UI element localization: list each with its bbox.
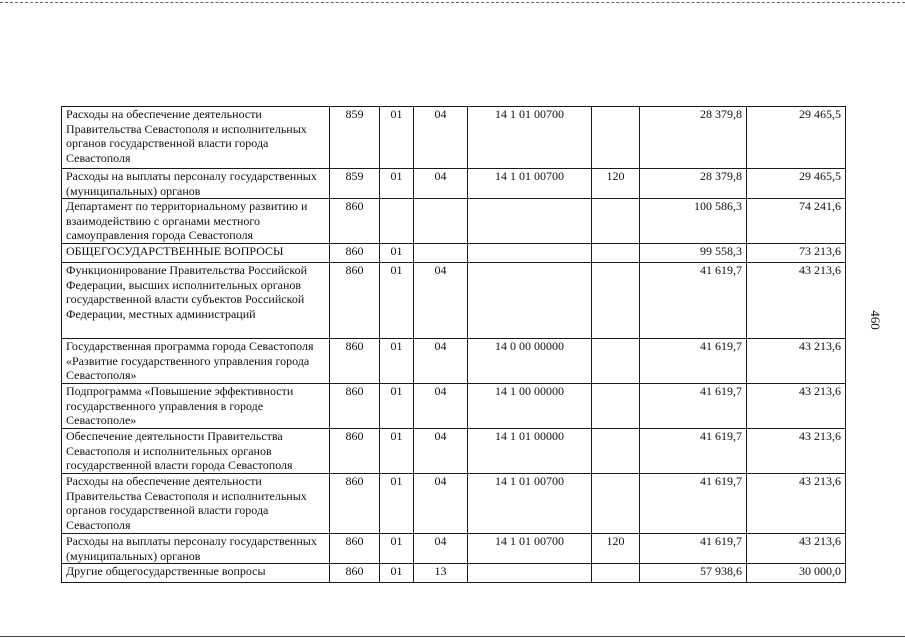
table-row — [62, 338, 846, 383]
cell-ved: 860 — [330, 338, 380, 383]
cell-expense-type — [592, 107, 640, 169]
cell-name: Обеспечение деятельности Правительства Севастополя и исполнительных органов государственной власти города Севастополя — [62, 428, 330, 473]
cell-section: 01 — [380, 169, 414, 199]
cell-amount-year1: 28 379,8 — [640, 107, 747, 169]
cell-name: Расходы на выплаты персоналу государственных (муниципальных) органов — [62, 169, 330, 199]
cell-amount-year1: 100 586,3 — [640, 199, 747, 244]
cell-ved: 860 — [330, 383, 380, 428]
cell-section: 01 — [380, 262, 414, 338]
cell-subsection — [414, 199, 468, 244]
cell-section: 01 — [380, 383, 414, 428]
table-row — [62, 107, 846, 169]
cell-amount-year1: 41 619,7 — [640, 262, 747, 338]
cell-section: 01 — [380, 243, 414, 262]
cell-expense-type — [592, 383, 640, 428]
cell-amount-year2: 73 213,6 — [747, 243, 846, 262]
cell-amount-year2: 29 465,5 — [747, 169, 846, 199]
scan-top-edge — [0, 2, 905, 3]
budget-table — [61, 106, 846, 583]
cell-target-article: 14 1 01 00700 — [468, 533, 592, 563]
cell-ved: 860 — [330, 243, 380, 262]
cell-target-article: 14 1 01 00700 — [468, 473, 592, 533]
cell-section: 01 — [380, 338, 414, 383]
cell-amount-year1: 41 619,7 — [640, 338, 747, 383]
cell-target-article: 14 1 01 00700 — [468, 107, 592, 169]
cell-ved: 859 — [330, 107, 380, 169]
cell-section: 01 — [380, 533, 414, 563]
cell-target-article: 14 1 00 00000 — [468, 383, 592, 428]
cell-amount-year1: 28 379,8 — [640, 169, 747, 199]
cell-name: Подпрограмма «Повышение эффективности государственного управления в городе Севастополе» — [62, 383, 330, 428]
cell-subsection — [414, 243, 468, 262]
cell-amount-year2: 43 213,6 — [747, 473, 846, 533]
table-row — [62, 383, 846, 428]
cell-target-article — [468, 262, 592, 338]
cell-expense-type — [592, 564, 640, 583]
cell-target-article — [468, 199, 592, 244]
cell-ved: 860 — [330, 199, 380, 244]
cell-target-article: 14 0 00 00000 — [468, 338, 592, 383]
cell-ved: 860 — [330, 428, 380, 473]
cell-ved: 860 — [330, 564, 380, 583]
cell-section — [380, 199, 414, 244]
cell-amount-year2: 43 213,6 — [747, 338, 846, 383]
cell-subsection: 04 — [414, 338, 468, 383]
cell-name: Расходы на обеспечение деятельности Правительства Севастополя и исполнительных органов государственной власти города Севастополя — [62, 473, 330, 533]
cell-subsection: 04 — [414, 428, 468, 473]
cell-subsection: 04 — [414, 169, 468, 199]
cell-amount-year2: 30 000,0 — [747, 564, 846, 583]
cell-amount-year1: 41 619,7 — [640, 533, 747, 563]
scan-bottom-edge — [0, 636, 905, 637]
cell-subsection: 04 — [414, 473, 468, 533]
cell-name: Расходы на выплаты персоналу государственных (муниципальных) органов — [62, 533, 330, 563]
cell-amount-year1: 99 558,3 — [640, 243, 747, 262]
cell-section: 01 — [380, 107, 414, 169]
table-row — [62, 199, 846, 244]
table-row — [62, 262, 846, 338]
table-row — [62, 564, 846, 583]
cell-subsection: 04 — [414, 262, 468, 338]
cell-section: 01 — [380, 473, 414, 533]
cell-subsection: 04 — [414, 107, 468, 169]
cell-expense-type — [592, 428, 640, 473]
cell-expense-type — [592, 199, 640, 244]
table-row — [62, 428, 846, 473]
cell-amount-year2: 43 213,6 — [747, 533, 846, 563]
cell-target-article: 14 1 01 00700 — [468, 169, 592, 199]
cell-expense-type — [592, 473, 640, 533]
cell-target-article — [468, 243, 592, 262]
cell-subsection: 04 — [414, 383, 468, 428]
cell-section: 01 — [380, 564, 414, 583]
cell-target-article: 14 1 01 00000 — [468, 428, 592, 473]
table-row — [62, 243, 846, 262]
cell-expense-type — [592, 243, 640, 262]
cell-name: Департамент по территориальному развитию и взаимодействию с органами местного самоуправления города Севастополя — [62, 199, 330, 244]
cell-amount-year1: 41 619,7 — [640, 428, 747, 473]
cell-name: Функционирование Правительства Российской Федерации, высших исполнительных органов государственной власти субъектов Российской Федерации, местных администраций — [62, 262, 330, 338]
cell-amount-year1: 41 619,7 — [640, 473, 747, 533]
cell-section: 01 — [380, 428, 414, 473]
cell-target-article — [468, 564, 592, 583]
cell-amount-year2: 74 241,6 — [747, 199, 846, 244]
cell-ved: 860 — [330, 533, 380, 563]
cell-amount-year2: 29 465,5 — [747, 107, 846, 169]
cell-subsection: 13 — [414, 564, 468, 583]
cell-name: Расходы на обеспечение деятельности Правительства Севастополя и исполнительных органов государственной власти города Севастополя — [62, 107, 330, 169]
page-number: 460 — [868, 310, 883, 330]
cell-expense-type: 120 — [592, 169, 640, 199]
table-row — [62, 533, 846, 563]
cell-expense-type — [592, 338, 640, 383]
cell-expense-type — [592, 262, 640, 338]
cell-amount-year2: 43 213,6 — [747, 262, 846, 338]
cell-expense-type: 120 — [592, 533, 640, 563]
cell-amount-year1: 41 619,7 — [640, 383, 747, 428]
cell-ved: 859 — [330, 169, 380, 199]
cell-name: Государственная программа города Севастополя «Развитие государственного управления города Севастополя» — [62, 338, 330, 383]
cell-amount-year2: 43 213,6 — [747, 383, 846, 428]
table-row — [62, 473, 846, 533]
cell-amount-year1: 57 938,6 — [640, 564, 747, 583]
table-row — [62, 169, 846, 199]
cell-name: Другие общегосударственные вопросы — [62, 564, 330, 583]
cell-name: ОБЩЕГОСУДАРСТВЕННЫЕ ВОПРОСЫ — [62, 243, 330, 262]
cell-ved: 860 — [330, 473, 380, 533]
cell-subsection: 04 — [414, 533, 468, 563]
cell-amount-year2: 43 213,6 — [747, 428, 846, 473]
budget-table-body — [62, 107, 846, 583]
cell-ved: 860 — [330, 262, 380, 338]
